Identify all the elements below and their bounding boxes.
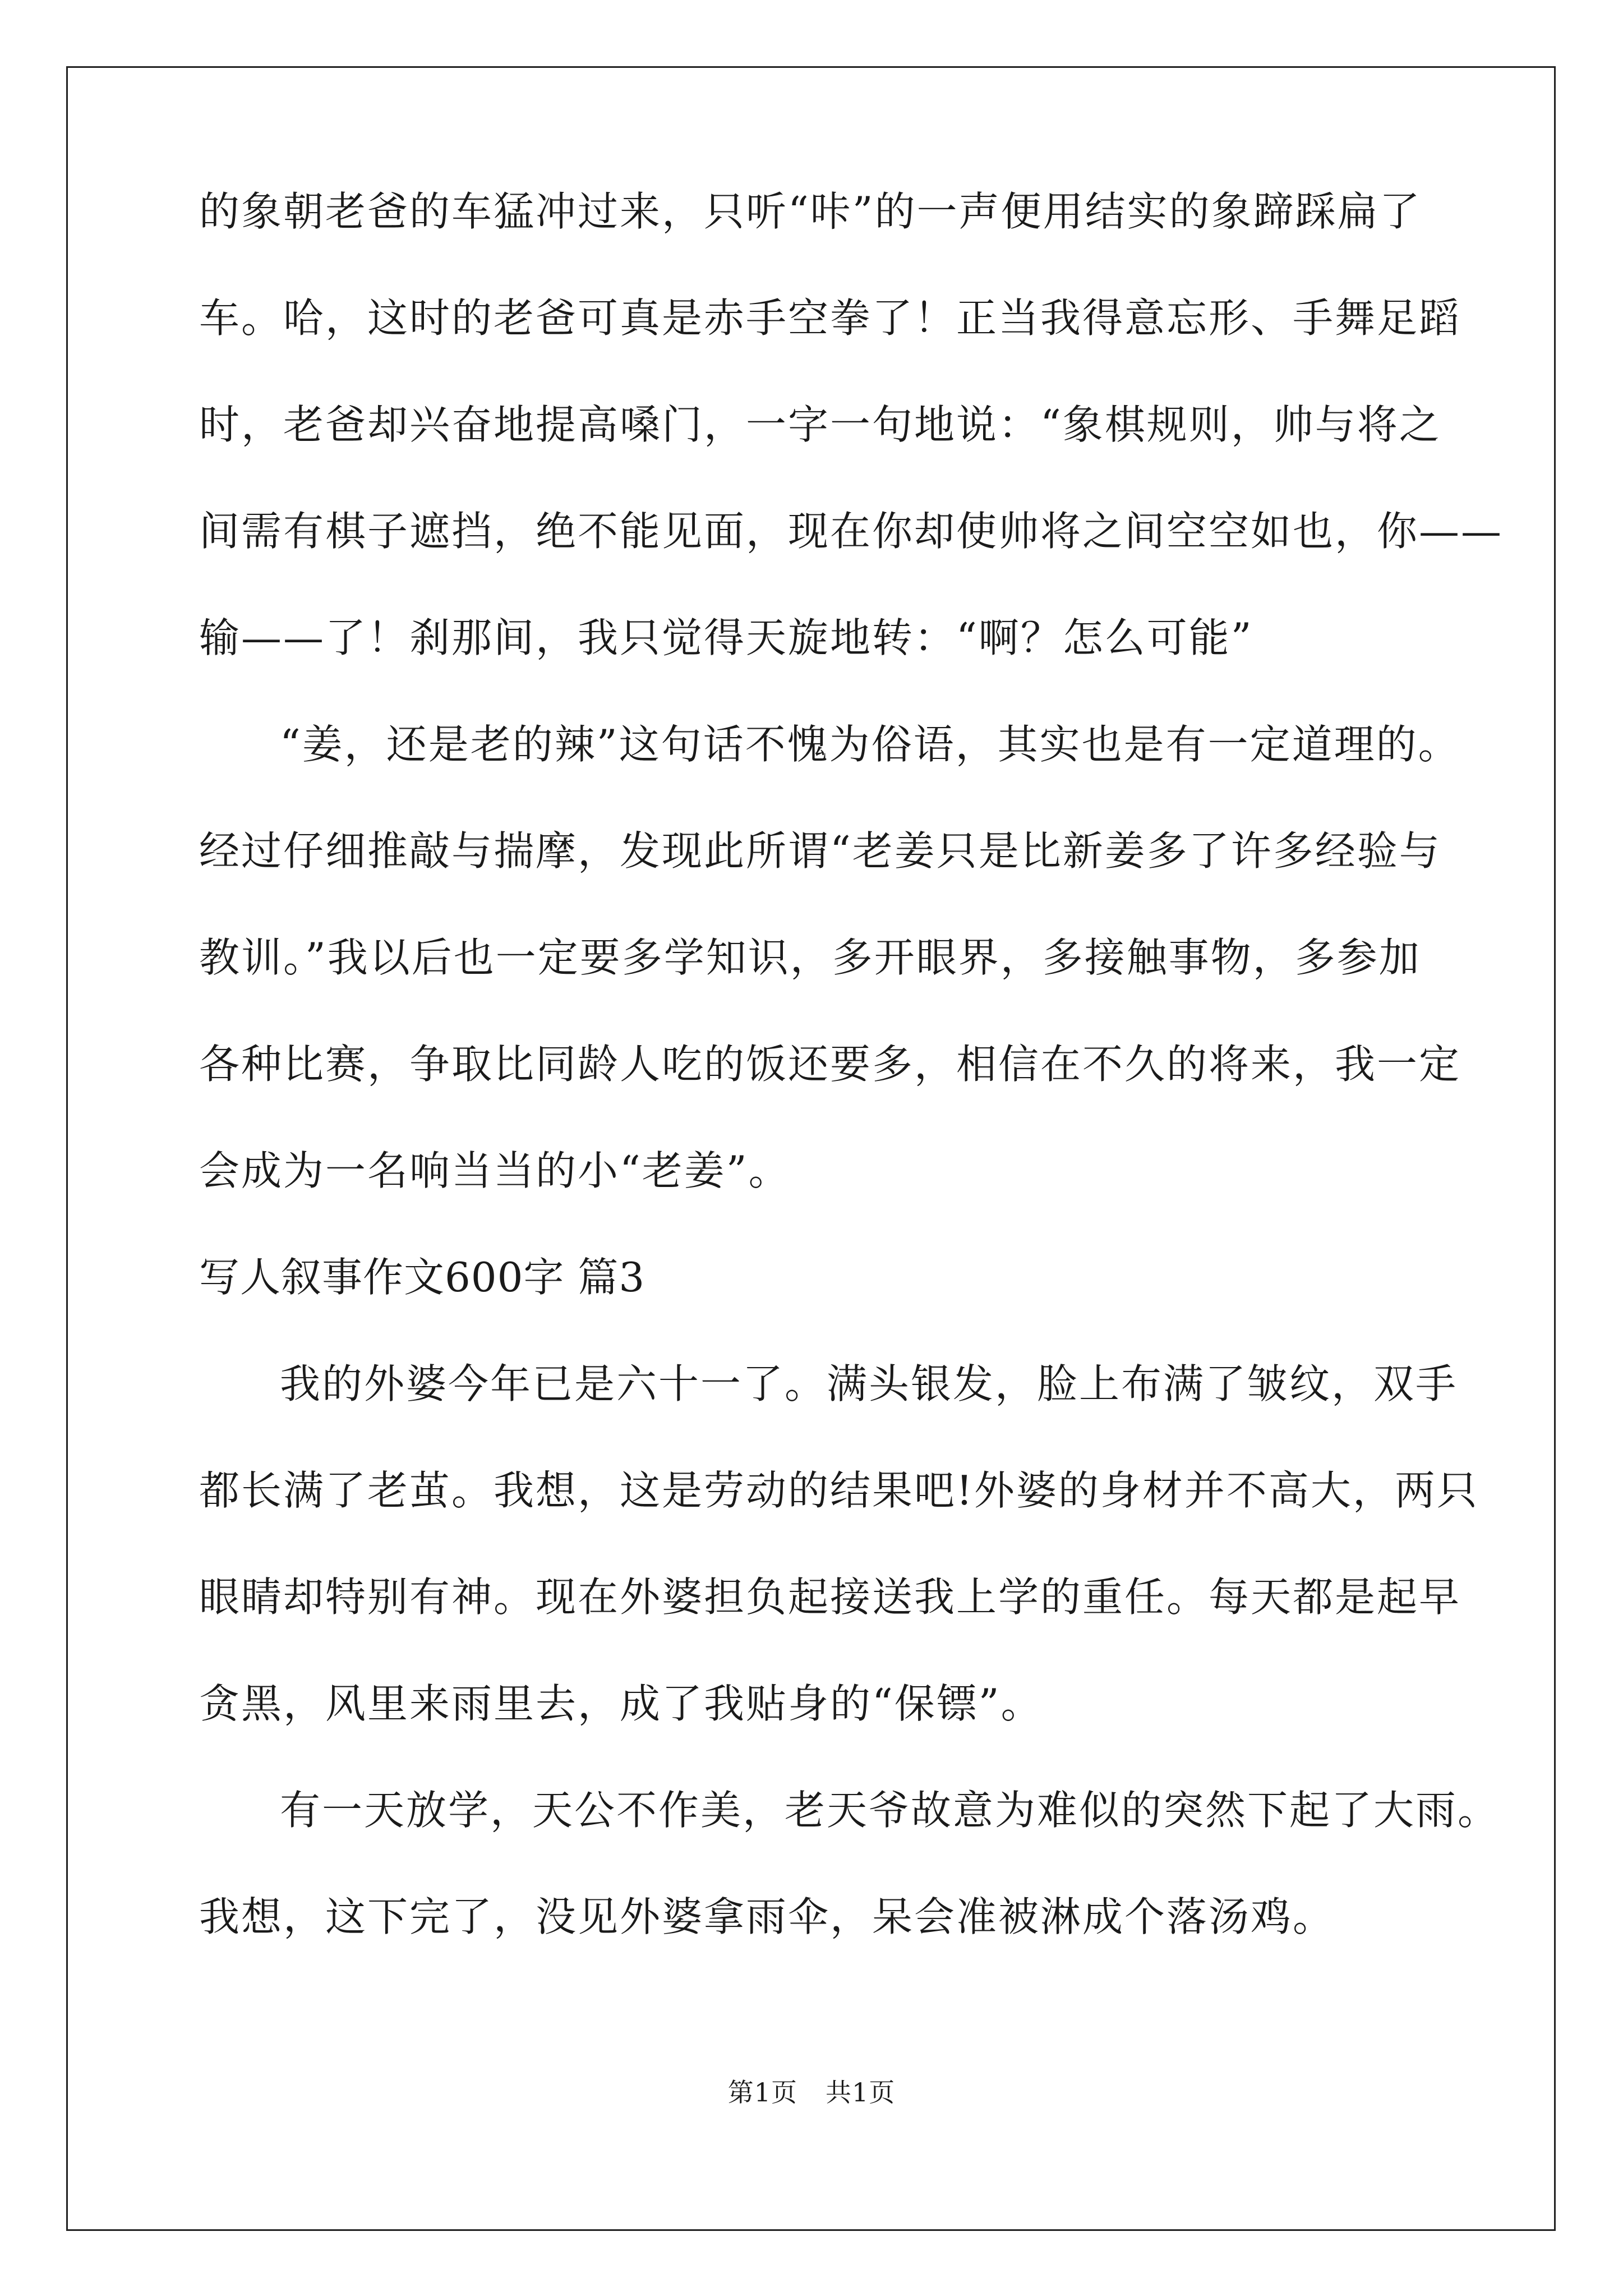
page-total: 共1页 [826,2077,896,2108]
text-line: 都长满了老茧。我想，这是劳动的结果吧!外婆的身材并不高大，两只 [199,1467,1479,1514]
page-footer [0,2076,1623,2109]
text-line: 教训。”我以后也一定要多学知识，多开眼界，多接触事物，多参加 [199,934,1421,981]
document-body [199,185,1504,1997]
text-line: 贪黑，风里来雨里去，成了我贴身的“保镖”。 [199,1680,1043,1727]
text-line: 车。哈，这时的老爸可真是赤手空拳了！正当我得意忘形、手舞足蹈 [199,295,1461,342]
text-line: 输——了！刹那间，我只觉得天旋地转：“啊？怎么可能” [199,614,1253,661]
text-line: 的象朝老爸的车猛冲过来，只听“咔”的一声便用结实的象蹄踩扁了 [199,188,1422,235]
text-line: 间需有棋子遮挡，绝不能见面，现在你却使帅将之间空空如也，你—— [199,508,1504,555]
page-number: 第1页 [727,2077,797,2108]
paragraph-start-line: 有一天放学，天公不作美，老天爷故意为难似的突然下起了大雨。 [280,1787,1500,1834]
text-line: 我想，这下完了，没见外婆拿雨伞，呆会准被淋成个落汤鸡。 [199,1893,1335,1940]
text-line: 经过仔细推敲与揣摩，发现此所谓“老姜只是比新姜多了许多经验与 [199,827,1441,875]
text-line: 时，老爸却兴奋地提高嗓门，一字一句地说：“象棋规则，帅与将之 [199,401,1441,448]
paragraph-start-line: “姜，还是老的辣”这句话不愧为俗语，其实也是有一定道理的。 [280,721,1460,768]
section-heading: 写人叙事作文600字 篇3 [199,1254,645,1301]
paragraph-start-line: 我的外婆今年已是六十一了。满头银发，脸上布满了皱纹，双手 [280,1360,1458,1407]
text-line: 会成为一名响当当的小“老姜”。 [199,1147,791,1194]
text-line: 眼睛却特别有神。现在外婆担负起接送我上学的重任。每天都是起早 [199,1573,1461,1621]
text-line: 各种比赛，争取比同龄人吃的饭还要多，相信在不久的将来，我一定 [199,1041,1461,1088]
